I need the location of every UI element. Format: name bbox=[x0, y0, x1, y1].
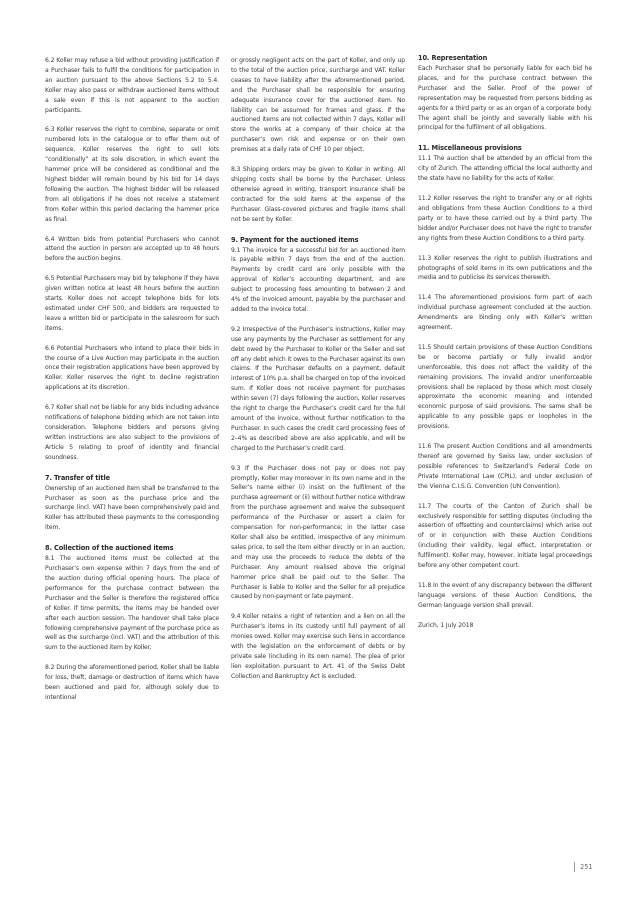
paragraph-8-2-cont: or grossly negligent acts on the part of Koller, and only up to the total of the auction price, surcharge and VAT. Koller ceases to have liability after the aforementioned period, and the Purchaser shall be responsible for ensuring adequate insurance cover for the auctioned item. No liability can be assumed for frames and glass. If the auctioned items are not collected within 7 days, Koller will store the works at a company of their choice at the purchaser’s own risk and expense or on their own premises at a daily rate of CHF 10 per object. bbox=[231, 57, 405, 154]
heading-collection: 8. Collection of the auctioned items bbox=[45, 544, 174, 553]
paragraph-11-5: 11.5 Should certain provisions of these Auction Conditions be or become partially or fully invalid and/or unenforceable, this does not affect the validity of the remaining provisions. The invalid and/or unenforceable provisions shall be replaced by those which most closely approximate the economic meaning and intended economic purpose of said provisions. The same shall be applicable to any possible gaps or loopholes in the provisions. bbox=[418, 343, 592, 431]
text-column-left bbox=[45, 56, 219, 713]
heading-miscellaneous: 11. Miscellaneous provisions bbox=[418, 144, 522, 153]
paragraph-7: Ownership of an auctioned item shall be transferred to the Purchaser as soon as the purchase price and the surcharge (incl. VAT) have been comprehensively paid and Koller has attributed these payments to the corresponding item. bbox=[45, 484, 219, 532]
date-line: Zurich, 1 July 2018 bbox=[418, 621, 474, 629]
paragraph-6-4: 6.4 Written bids from potential Purchasers who cannot attend the auction in person are accepted up to 48 hours before the auction begins. bbox=[45, 235, 219, 263]
heading-payment: 9. Payment for the auctioned items bbox=[231, 235, 359, 244]
page-footer bbox=[574, 862, 593, 872]
text-column-right bbox=[418, 53, 592, 641]
footer-divider bbox=[574, 862, 575, 872]
paragraph-8-3: 8.3 Shipping orders may be given to Koller in writing. All shipping costs shall be borne by the Purchaser. Unless otherwise agreed in writing, transport insurance shall be contracted for the sold items at the expense of the Purchaser. Glass-covered pictures and fragile items shall not be sent by Koller. bbox=[231, 166, 405, 223]
paragraph-11-2: 11.2 Koller reserves the right to transfer any or all rights and obligations from these Auction Conditions to a third party or to have these carried out by a third party. The bidder and/or Purchaser does not have the right to transfer any rights from these Auction Conditions to a third party. bbox=[418, 195, 592, 242]
paragraph-11-8: 11.8 In the event of any discrepancy between the different language versions of these Auction Conditions, the German language version shall prevail. bbox=[418, 581, 592, 609]
paragraph-6-3: 6.3 Koller reserves the right to combine, separate or omit numbered lots in the catalogue or to offer them out of sequence. Koller reserves the right to sell lots “conditionally” at its sole discretion, in which event the hammer price will be considered as conditional and the highest bidder will remain bound by his bid for 14 days following the auction. The highest bidder will be released from all obligations if he does not receive a statement from Koller within this period declaring the hammer price as final. bbox=[45, 126, 219, 223]
paragraph-6-6: 6.6 Potential Purchasers who intend to place their bids in the course of a Live Auction may participate in the auction once their registration applications have been approved by Koller. Koller reserves the right to decline registration applications at its discretion. bbox=[45, 344, 219, 392]
paragraph-10: Each Purchaser shall be personally liable for each bid he places, and for the purchase contract between the Purchaser and the Seller. Proof of the power of representation may be requested from persons bidding as agents for a third party or as an organ of a corporate body. The agent shall be jointly and severally liable with his principal for the fulfilment of all obligations. bbox=[418, 65, 592, 132]
paragraph-11-3: 11.3 Koller reserves the right to publish illustrations and photographs of sold items in its own publications and the media and to publicise its services therewith. bbox=[418, 254, 592, 282]
paragraph-11-4: 11.4 The aforementioned provisions form part of each individual purchase agreement concluded at the auction. Amendments are binding only with Koller’s written agreement. bbox=[418, 294, 592, 332]
paragraph-9-4: 9.4 Koller retains a right of retention and a lien on all the Purchaser’s items in its custody until full payment of all monies owed. Koller may exercise such liens in accordance with the legislation on the enforcement of debts or by private sale (including in its own name). The plea of prior lien exploitation pursuant to Art. 41 of the Swiss Debt Collection and Bankruptcy Act is excluded. bbox=[231, 613, 405, 680]
paragraph-9-3: 9.3 If the Purchaser does not pay or does not pay promptly, Koller may moreover in its own name and in the Seller’s name either (i) insist on the fulfilment of the purchase agreement or (ii) without further notice withdraw from the purchase agreement and waive the subsequent performance of the Purchaser or assert a claim for compensation for non-performance; in the latter case Koller shall also be entitled, irrespective of any minimum sales price, to sell the item either directly or in an auction, and may use the proceeds to reduce the debts of the Purchaser. Any amount realised above the original hammer price shall be paid out to the Seller. The Purchaser is liable to Koller and the Seller for all prejudice caused by non-payment or late payment. bbox=[231, 464, 405, 601]
heading-representation: 10. Representation bbox=[418, 54, 488, 62]
paragraph-6-7: 6.7 Koller shall not be liable for any bids including advance notifications of telephone bidding which are not taken into consideration. Telephone bidders and persons giving written instructions are also subject to the provisions of Article 5 relating to proof of identity and financial soundness. bbox=[45, 404, 219, 461]
paragraph-11-7: 11.7 The courts of the Canton of Zurich shall be exclusively responsible for settling disputes (including the assertion of offsetting and counterclaims) which arise out of or in conjunction with these Auction Conditions (including their validity, legal effect, interpretation or fulfilment). Koller may, however, initiate legal proceedings before any other competent court. bbox=[418, 502, 592, 570]
paragraph-11-6: 11.6 The present Auction Conditions and all amendments thereof are governed by Swiss law, under exclusion of possible references to Switzerland’s Federal Code on Private International Law (CPIL), and under exclusion of the Vienna C.I.S.G. Convention (UN Convention). bbox=[418, 443, 592, 490]
text-column-middle bbox=[231, 56, 405, 692]
paragraph-8-2: 8.2 During the aforementioned period, Koller shall be liable for loss, theft, damage or destruction of items which have been auctioned and paid for, although solely due to intentional bbox=[45, 664, 219, 701]
paragraph-8-1: 8.1 The auctioned items must be collected at the Purchaser’s own expense within 7 days from the end of the auction during official opening hours. The place of performance for the purchase contract between the Purchaser and the Seller is therefore the registered office of Koller. If time permits, the items may be handed over after each auction session. The handover shall take place following comprehensive payment of the purchase price as well as the surcharge (incl. VAT) and the attribution of this sum to the auctioned item by Koller. bbox=[45, 555, 220, 652]
page-number: 251 bbox=[580, 863, 593, 871]
paragraph-9-2: 9.2 Irrespective of the Purchaser’s instructions, Koller may use any payments by the Purchaser as settlement for any debt owed by the Purchaser to Koller or the Seller and set off any debt which it owes to the Purchaser against its own claims. If the Purchaser defaults on a payment, default interest of 10% p.a. shall be charged on top of the invoiced sum. If Koller does not receive payment for purchases within seven (7) days following the auction, Koller reserves the right to charge the Purchaser’s credit card for the full amount of the invoice, without further notification to the Purchaser. In such cases the credit card processing fees of 2–4% as described above are also applicable, and will be charged to the Purchaser’s credit card. bbox=[231, 325, 405, 452]
paragraph-6-5: 6.5 Potential Purchasers may bid by telephone if they have given written notice at least 48 hours before the auction starts. Koller does not accept telephone bids for lots estimated under CHF 500, and bidders are requested to leave a written bid or participate in the salesroom for such items. bbox=[45, 275, 219, 332]
heading-transfer-of-title: 7. Transfer of title bbox=[45, 473, 110, 482]
paragraph-9-1: 9.1 The invoice for a successful bid for an auctioned item is payable within 7 days from the end of the auction. Payments by credit card are only possible with the approval of Koller’s accounting department, and are subject to processing fees amounting to between 2 and 4% of the invoiced amount, payable by the purchaser and added to the invoice total. bbox=[231, 246, 405, 313]
paragraph-11-1: 11.1 The auction shall be attended by an official from the city of Zurich. The attending official the local authority and the state have no liability for the acts of Koller. bbox=[418, 155, 592, 183]
paragraph-6-2: 6.2 Koller may refuse a bid without providing justification if a Purchaser fails to fulfil the conditions for participation in an auction pursuant to the above Sections 5.2 to 5.4. Koller may also pass or withdraw auctioned items without a sale even if this is not apparent to the auction participants. bbox=[45, 57, 219, 114]
